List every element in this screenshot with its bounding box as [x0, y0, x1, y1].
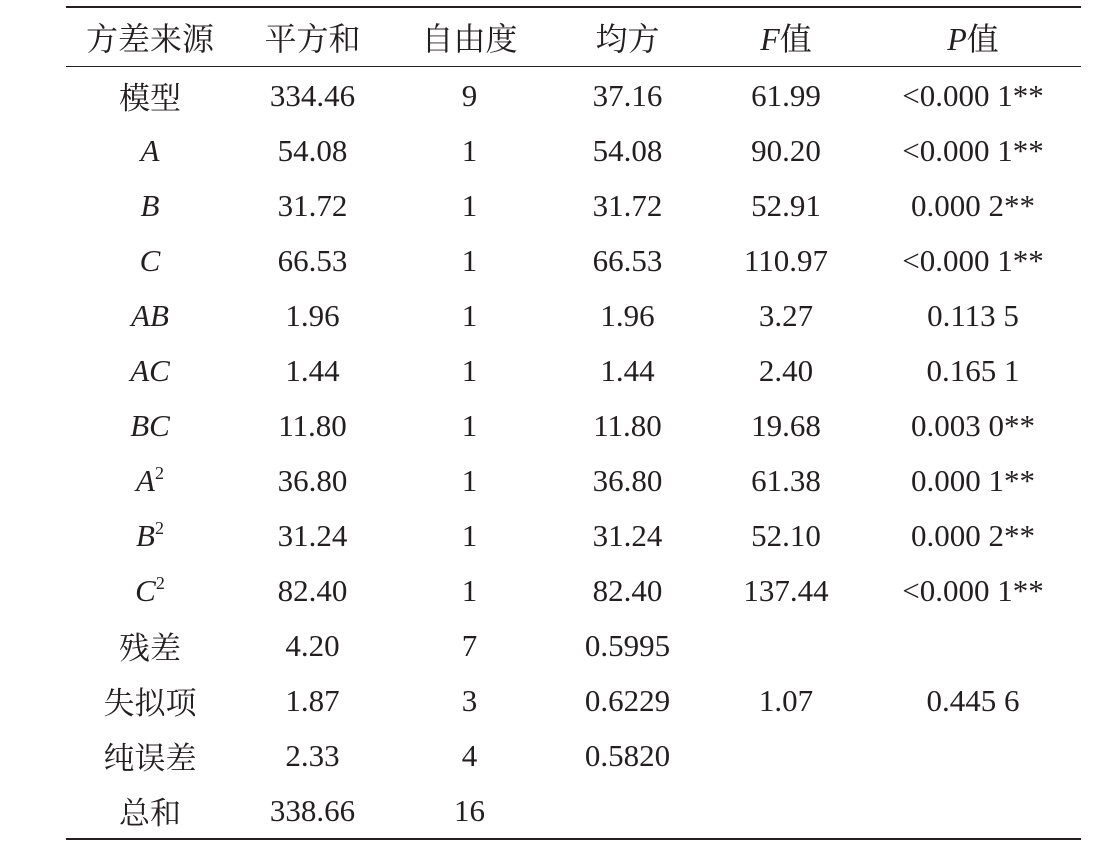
cell-degrees-of-freedom: 16 — [454, 792, 485, 828]
table-row — [66, 398, 1081, 453]
cell-source: $C^2$ — [135, 572, 165, 608]
table-row — [66, 343, 1081, 398]
cell-source: C — [139, 242, 161, 278]
cell-sum-of-squares: 1.44 — [285, 352, 340, 388]
table-row — [66, 673, 1081, 728]
cell-p-value: 0.000 2** — [911, 517, 1035, 553]
table-row — [66, 563, 1081, 618]
header-row — [66, 7, 1081, 67]
cell-degrees-of-freedom: 4 — [461, 737, 478, 773]
table-row — [66, 508, 1081, 563]
cell-mean-square: 11.80 — [593, 407, 662, 443]
cell-p-value: <0.000 1** — [902, 132, 1044, 168]
cell-degrees-of-freedom: 1 — [461, 187, 478, 223]
cell-mean-square: 36.80 — [592, 462, 663, 498]
header-sum-of-squares: 平方和 — [264, 21, 361, 57]
cell-f-value — [707, 728, 865, 783]
cell-source: 失拟项 — [103, 686, 197, 721]
cell-p-value: 0.003 0** — [911, 407, 1035, 443]
cell-f-value: 61.38 — [751, 462, 821, 498]
cell-mean-square: 0.5820 — [584, 737, 671, 773]
cell-mean-square — [548, 783, 707, 839]
cell-f-value: 3.27 — [758, 297, 814, 333]
table-row — [66, 178, 1081, 233]
cell-sum-of-squares: 11.80 — [278, 407, 347, 443]
table-row — [66, 288, 1081, 343]
header-mean-square: 均方 — [595, 21, 660, 57]
cell-mean-square: 1.44 — [600, 352, 655, 388]
cell-sum-of-squares: 54.08 — [277, 132, 348, 168]
cell-source: 模型 — [119, 81, 181, 116]
cell-sum-of-squares: 338.66 — [269, 792, 356, 828]
cell-mean-square: 37.16 — [592, 77, 663, 113]
table-row — [66, 453, 1081, 508]
table-header — [66, 7, 1081, 67]
cell-p-value — [865, 728, 1081, 783]
cell-source: AC — [130, 352, 170, 388]
cell-p-value: 0.445 6 — [926, 682, 1020, 718]
cell-sum-of-squares: 66.53 — [277, 242, 348, 278]
cell-source: A — [140, 132, 160, 168]
cell-f-value — [707, 783, 865, 839]
cell-mean-square: 31.72 — [592, 187, 663, 223]
cell-degrees-of-freedom: 1 — [461, 242, 478, 278]
cell-p-value: 0.113 5 — [927, 297, 1019, 333]
cell-mean-square: 54.08 — [592, 132, 663, 168]
cell-f-value: 137.44 — [743, 572, 829, 608]
anova-table — [66, 6, 1081, 840]
cell-sum-of-squares: 82.40 — [277, 572, 348, 608]
cell-f-value: 1.07 — [758, 682, 814, 718]
cell-sum-of-squares: 334.46 — [269, 77, 356, 113]
cell-source: B — [140, 187, 160, 223]
cell-source: AB — [131, 297, 169, 333]
cell-degrees-of-freedom: 1 — [461, 462, 478, 498]
cell-degrees-of-freedom: 1 — [461, 407, 478, 443]
cell-sum-of-squares: 31.24 — [277, 517, 348, 553]
cell-degrees-of-freedom: 1 — [461, 132, 478, 168]
cell-sum-of-squares: 31.72 — [277, 187, 348, 223]
cell-degrees-of-freedom: 3 — [461, 682, 478, 718]
cell-p-value: 0.000 1** — [911, 462, 1035, 498]
header-f-value: F值 — [760, 21, 812, 57]
cell-f-value: 19.68 — [751, 407, 821, 443]
cell-source: $A^2$ — [136, 462, 164, 498]
cell-source: BC — [130, 407, 170, 443]
cell-sum-of-squares: 1.96 — [285, 297, 340, 333]
cell-sum-of-squares: 36.80 — [277, 462, 348, 498]
cell-p-value: <0.000 1** — [902, 572, 1044, 608]
cell-f-value: 52.10 — [751, 517, 821, 553]
cell-p-value — [865, 783, 1081, 839]
cell-mean-square: 0.6229 — [584, 682, 671, 718]
cell-sum-of-squares: 2.33 — [285, 737, 340, 773]
table-row — [66, 728, 1081, 783]
cell-degrees-of-freedom: 1 — [461, 572, 478, 608]
header-source: 方差来源 — [85, 21, 214, 57]
cell-degrees-of-freedom: 1 — [461, 517, 478, 553]
cell-mean-square: 31.24 — [592, 517, 663, 553]
cell-f-value: 110.97 — [743, 242, 829, 278]
cell-degrees-of-freedom: 7 — [461, 627, 478, 663]
table-row — [66, 123, 1081, 178]
cell-f-value — [707, 618, 865, 673]
cell-p-value: <0.000 1** — [902, 77, 1044, 113]
table-row — [66, 618, 1081, 673]
cell-sum-of-squares: 4.20 — [285, 627, 340, 663]
cell-mean-square: 82.40 — [592, 572, 663, 608]
header-degrees-of-freedom: 自由度 — [421, 21, 518, 57]
table-body — [66, 67, 1081, 840]
cell-p-value: <0.000 1** — [902, 242, 1044, 278]
cell-degrees-of-freedom: 1 — [461, 352, 478, 388]
table-row — [66, 233, 1081, 288]
cell-f-value: 2.40 — [758, 352, 814, 388]
cell-degrees-of-freedom: 1 — [461, 297, 478, 333]
cell-p-value: 0.000 2** — [911, 187, 1035, 223]
cell-sum-of-squares: 1.87 — [285, 682, 340, 718]
table-row — [66, 783, 1081, 839]
cell-mean-square: 0.5995 — [584, 627, 671, 663]
cell-source: 总和 — [119, 796, 181, 831]
cell-p-value: 0.165 1 — [926, 352, 1020, 388]
cell-source: 纯误差 — [103, 741, 197, 776]
cell-source: 残差 — [119, 631, 181, 666]
cell-source: $B^2$ — [136, 517, 164, 553]
cell-p-value — [865, 618, 1081, 673]
table-row — [66, 67, 1081, 124]
cell-f-value: 52.91 — [751, 187, 821, 223]
cell-f-value: 90.20 — [751, 132, 821, 168]
header-p-value: P值 — [947, 21, 999, 57]
cell-mean-square: 1.96 — [600, 297, 655, 333]
cell-mean-square: 66.53 — [592, 242, 663, 278]
cell-f-value: 61.99 — [751, 77, 821, 113]
cell-degrees-of-freedom: 9 — [461, 77, 478, 113]
